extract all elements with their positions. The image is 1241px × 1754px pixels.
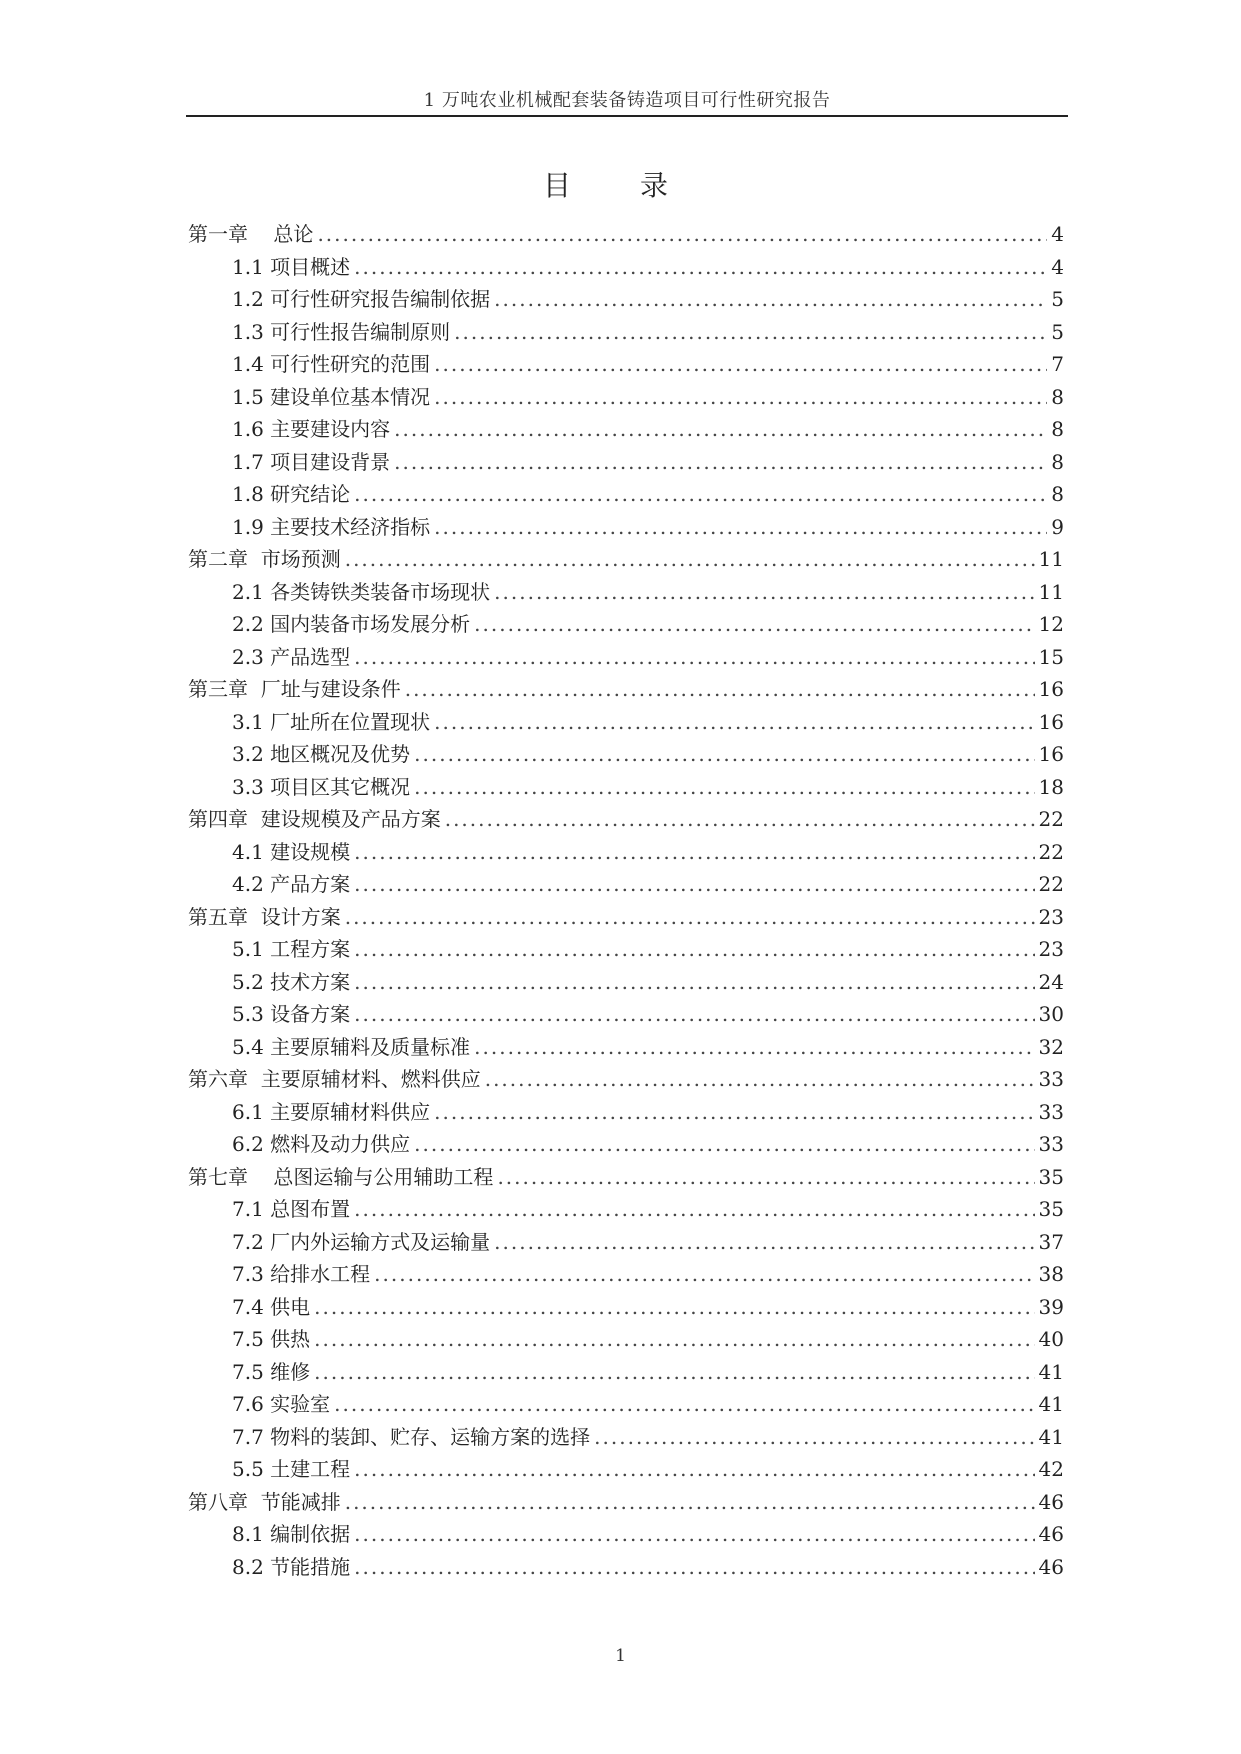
toc-dot-leader [317, 222, 1047, 246]
toc-entry-page: 15 [1038, 644, 1064, 669]
toc-entry-page: 33 [1038, 1099, 1064, 1124]
toc-dot-leader [485, 1067, 1035, 1091]
toc-entry-label: 7.5 供热 [232, 1327, 311, 1351]
toc-chapter-entry[interactable] [188, 803, 1064, 836]
toc-dot-leader [374, 1262, 1034, 1286]
toc-dot-leader [434, 710, 1034, 734]
toc-entry-label: 第五章 设计方案 [188, 904, 341, 929]
toc-dot-leader [354, 1457, 1034, 1481]
toc-chapter-entry[interactable] [188, 1063, 1064, 1096]
toc-entry-label: 2.1 各类铸铁类装备市场现状 [232, 579, 491, 604]
toc-dot-leader [497, 1165, 1034, 1189]
toc-entry-page: 8 [1051, 384, 1064, 409]
toc-chapter-entry[interactable] [188, 218, 1064, 251]
toc-entry-page: 23 [1038, 904, 1064, 929]
toc-entry-page: 16 [1038, 742, 1064, 766]
toc-entry-page: 8 [1051, 482, 1064, 506]
toc-entry-page: 7 [1051, 352, 1064, 376]
toc-dot-leader [405, 677, 1035, 701]
toc-entry-page: 23 [1038, 937, 1064, 961]
toc-dot-leader [334, 1392, 1034, 1416]
toc-entry-page: 35 [1038, 1197, 1064, 1221]
toc-entry-page: 18 [1038, 774, 1064, 799]
toc-dot-leader [474, 612, 1034, 636]
toc-entry-label: 2.2 国内装备市场发展分析 [232, 612, 471, 636]
toc-entry-label: 5.1 工程方案 [232, 937, 351, 961]
toc-dot-leader [354, 872, 1034, 896]
toc-entry-label: 1.1 项目概述 [232, 254, 351, 279]
toc-entry-label: 7.5 维修 [232, 1359, 311, 1384]
toc-entry-label: 4.1 建设规模 [232, 839, 351, 864]
toc-dot-leader [354, 645, 1034, 669]
toc-section-entry[interactable] [188, 706, 1064, 739]
toc-section-entry[interactable] [188, 478, 1064, 511]
toc-chapter-entry[interactable] [188, 901, 1064, 934]
toc-entry-page: 9 [1051, 514, 1064, 539]
toc-entry-label: 7.3 给排水工程 [232, 1262, 371, 1286]
toc-entry-label: 第四章 建设规模及产品方案 [188, 807, 441, 831]
toc-dot-leader [354, 937, 1034, 961]
toc-section-entry[interactable] [188, 1031, 1064, 1064]
toc-section-entry[interactable] [188, 998, 1064, 1031]
toc-entry-page: 30 [1038, 1002, 1064, 1026]
toc-dot-leader [434, 352, 1047, 376]
toc-dot-leader [494, 1230, 1034, 1254]
toc-dot-leader [354, 1002, 1034, 1026]
toc-entry-page: 41 [1038, 1392, 1064, 1416]
toc-entry-label: 4.2 产品方案 [232, 872, 351, 896]
toc-entry-label: 5.3 设备方案 [232, 1002, 351, 1026]
toc-section-entry[interactable] [188, 1356, 1064, 1389]
toc-dot-leader [494, 580, 1034, 604]
toc-entry-page: 22 [1038, 807, 1064, 831]
toc-entry-label: 7.1 总图布置 [232, 1197, 351, 1221]
toc-entry-page: 5 [1051, 319, 1064, 344]
toc-entry-page: 46 [1038, 1554, 1064, 1579]
toc-entry-page: 12 [1038, 612, 1064, 636]
toc-section-entry[interactable] [188, 608, 1064, 641]
toc-dot-leader [354, 1197, 1034, 1221]
toc-dot-leader [494, 287, 1047, 311]
toc-chapter-entry[interactable] [188, 1486, 1064, 1519]
toc-entry-page: 11 [1038, 547, 1064, 571]
toc-title: 目 录 [543, 169, 698, 202]
toc-entry-label: 5.4 主要原辅料及质量标准 [232, 1034, 471, 1059]
toc-dot-leader [354, 840, 1034, 864]
toc-entry-label: 8.2 节能措施 [232, 1554, 351, 1579]
toc-entry-page: 16 [1038, 677, 1064, 701]
toc-section-entry[interactable] [188, 738, 1064, 771]
toc-entry-page: 33 [1038, 1132, 1064, 1156]
toc-entry-page: 46 [1038, 1489, 1064, 1514]
toc-section-entry[interactable] [188, 251, 1064, 284]
toc-section-entry[interactable] [188, 868, 1064, 901]
toc-entry-label: 1.8 研究结论 [232, 482, 351, 506]
toc-entry-page: 35 [1038, 1164, 1064, 1189]
toc-section-entry[interactable] [188, 1388, 1064, 1421]
toc-entry-page: 8 [1051, 417, 1064, 441]
toc-entry-page: 24 [1038, 969, 1064, 994]
toc-dot-leader [345, 905, 1035, 929]
toc-section-entry[interactable] [188, 641, 1064, 674]
toc-entry-label: 1.6 主要建设内容 [232, 417, 391, 441]
toc-entry-page: 8 [1051, 449, 1064, 474]
toc-entry-label: 7.6 实验室 [232, 1392, 331, 1416]
toc-entry-label: 第一章 总论 [188, 222, 314, 246]
toc-entry-page: 32 [1038, 1034, 1064, 1059]
toc-dot-leader [314, 1327, 1034, 1351]
toc-section-entry[interactable] [188, 1323, 1064, 1356]
toc-entry-page: 33 [1038, 1067, 1064, 1091]
toc-entry-label: 7.2 厂内外运输方式及运输量 [232, 1229, 491, 1254]
toc-dot-leader [594, 1425, 1034, 1449]
toc-dot-leader [345, 1490, 1035, 1514]
toc-section-entry[interactable] [188, 446, 1064, 479]
toc-entry-page: 11 [1038, 579, 1064, 604]
toc-chapter-entry[interactable] [188, 543, 1064, 576]
toc-entry-page: 38 [1038, 1262, 1064, 1286]
toc-entry-label: 6.1 主要原辅材料供应 [232, 1099, 431, 1124]
toc-dot-leader [394, 417, 1047, 441]
toc-section-entry[interactable] [188, 283, 1064, 316]
toc-entry-label: 第三章 厂址与建设条件 [188, 677, 401, 701]
toc-entry-page: 16 [1038, 709, 1064, 734]
toc-entry-page: 4 [1051, 254, 1064, 279]
toc-entry-label: 3.2 地区概况及优势 [232, 742, 411, 766]
toc-dot-leader [394, 450, 1047, 474]
toc-entry-label: 5.5 土建工程 [232, 1457, 351, 1481]
toc-entry-label: 1.2 可行性研究报告编制依据 [232, 287, 491, 311]
toc-entry-label: 第七章 总图运输与公用辅助工程 [188, 1164, 494, 1189]
toc-section-entry[interactable] [188, 381, 1064, 414]
toc-chapter-entry[interactable] [188, 1161, 1064, 1194]
toc-dot-leader [414, 775, 1034, 799]
toc-section-entry[interactable] [188, 836, 1064, 869]
toc-entry-label: 3.3 项目区其它概况 [232, 774, 411, 799]
toc-section-entry[interactable] [188, 1453, 1064, 1486]
toc-section-entry[interactable] [188, 966, 1064, 999]
toc-dot-leader [454, 320, 1047, 344]
toc-entry-label: 7.7 物料的装卸、贮存、运输方案的选择 [232, 1424, 591, 1449]
toc-section-entry[interactable] [188, 576, 1064, 609]
toc-entry-label: 7.4 供电 [232, 1294, 311, 1319]
toc-entry-label: 8.1 编制依据 [232, 1522, 351, 1546]
toc-section-entry[interactable] [188, 1551, 1064, 1584]
header-rule [186, 115, 1068, 117]
toc-section-entry[interactable] [188, 1291, 1064, 1324]
toc-entry-page: 4 [1051, 222, 1064, 246]
toc-entry-label: 第二章 市场预测 [188, 547, 341, 571]
toc-entry-label: 5.2 技术方案 [232, 969, 351, 994]
page-number: 1 [615, 1646, 626, 1666]
toc-dot-leader [345, 547, 1035, 571]
toc-entry-label: 2.3 产品选型 [232, 644, 351, 669]
toc-dot-leader [434, 385, 1047, 409]
toc-section-entry[interactable] [188, 1226, 1064, 1259]
toc-dot-leader [314, 1295, 1034, 1319]
toc-entry-page: 22 [1038, 839, 1064, 864]
toc-entry-label: 第六章 主要原辅材料、燃料供应 [188, 1067, 481, 1091]
toc-entry-page: 22 [1038, 872, 1064, 896]
toc-entry-label: 1.3 可行性报告编制原则 [232, 319, 451, 344]
toc-dot-leader [354, 1522, 1034, 1546]
toc-entry-page: 42 [1038, 1457, 1064, 1481]
toc-dot-leader [354, 1555, 1034, 1579]
toc-entry-page: 41 [1038, 1359, 1064, 1384]
toc-section-entry[interactable] [188, 348, 1064, 381]
toc-dot-leader [414, 742, 1034, 766]
toc-section-entry[interactable] [188, 1421, 1064, 1454]
running-header: 1 万吨农业机械配套装备铸造项目可行性研究报告 [423, 90, 831, 111]
toc-chapter-entry[interactable] [188, 673, 1064, 706]
toc-entry-label: 6.2 燃料及动力供应 [232, 1132, 411, 1156]
toc-section-entry[interactable] [188, 1128, 1064, 1161]
toc-dot-leader [474, 1035, 1034, 1059]
toc-entry-label: 1.9 主要技术经济指标 [232, 514, 431, 539]
toc-entry-page: 39 [1038, 1294, 1064, 1319]
toc-dot-leader [434, 515, 1047, 539]
toc-entry-page: 40 [1038, 1327, 1064, 1351]
toc-section-entry[interactable] [188, 1518, 1064, 1551]
toc-entry-label: 3.1 厂址所在位置现状 [232, 709, 431, 734]
toc-section-entry[interactable] [188, 1193, 1064, 1226]
toc-entry-page: 5 [1051, 287, 1064, 311]
toc-dot-leader [354, 482, 1047, 506]
toc-dot-leader [354, 255, 1047, 279]
toc-dot-leader [434, 1100, 1034, 1124]
toc-entry-page: 37 [1038, 1229, 1064, 1254]
toc-section-entry[interactable] [188, 316, 1064, 349]
toc-entry-label: 1.4 可行性研究的范围 [232, 352, 431, 376]
toc-section-entry[interactable] [188, 933, 1064, 966]
toc-dot-leader [354, 970, 1034, 994]
toc-section-entry[interactable] [188, 1258, 1064, 1291]
toc-section-entry[interactable] [188, 511, 1064, 544]
toc-entry-page: 46 [1038, 1522, 1064, 1546]
toc-entry-page: 41 [1038, 1424, 1064, 1449]
toc-section-entry[interactable] [188, 413, 1064, 446]
toc-dot-leader [314, 1360, 1034, 1384]
toc-dot-leader [445, 807, 1035, 831]
toc-dot-leader [414, 1132, 1034, 1156]
toc-section-entry[interactable] [188, 771, 1064, 804]
toc-list [188, 218, 1064, 1583]
toc-entry-label: 第八章 节能减排 [188, 1489, 341, 1514]
toc-entry-label: 1.7 项目建设背景 [232, 449, 391, 474]
toc-section-entry[interactable] [188, 1096, 1064, 1129]
toc-entry-label: 1.5 建设单位基本情况 [232, 384, 431, 409]
